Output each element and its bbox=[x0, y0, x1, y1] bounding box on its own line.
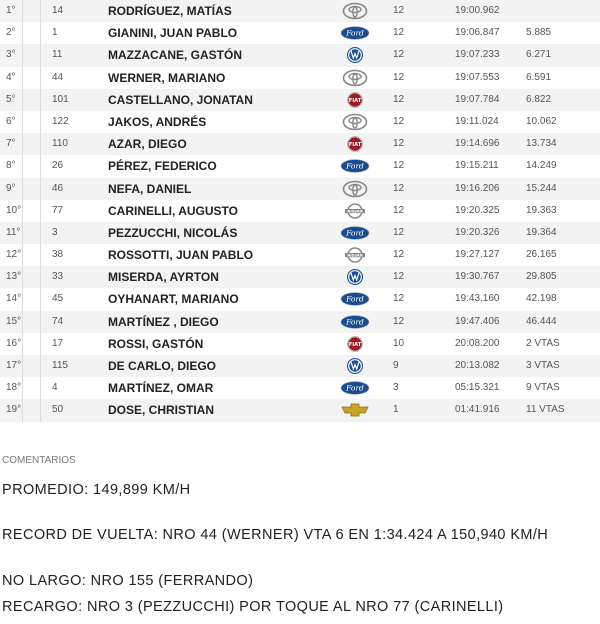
toyota-logo-icon bbox=[340, 0, 370, 22]
gap-cell: 9 VTAS bbox=[526, 382, 560, 394]
car-number-cell: 74 bbox=[52, 315, 64, 327]
laps-cell: 10 bbox=[393, 337, 405, 349]
car-number-cell: 110 bbox=[52, 138, 68, 150]
ford-logo-icon bbox=[340, 22, 370, 44]
position-cell: 6° bbox=[6, 115, 16, 127]
table-row bbox=[0, 244, 600, 266]
driver-name-cell: MISERDA, AYRTON bbox=[108, 270, 219, 285]
car-number-cell: 77 bbox=[52, 204, 64, 216]
laps-cell: 12 bbox=[393, 182, 405, 194]
time-cell: 19:07.553 bbox=[455, 71, 500, 83]
comment-label: NO LARGO: bbox=[2, 573, 87, 589]
comment-value: 149,899 KM/H bbox=[88, 482, 191, 498]
driver-name-cell: CASTELLANO, JONATAN bbox=[108, 92, 253, 107]
gap-cell: 19.363 bbox=[526, 204, 557, 216]
ford-logo-icon bbox=[340, 222, 370, 244]
volkswagen-logo-icon bbox=[340, 44, 370, 66]
gap-cell: 26.165 bbox=[526, 249, 557, 261]
driver-name-cell: NEFA, DANIEL bbox=[108, 181, 192, 196]
position-cell: 14° bbox=[6, 293, 22, 305]
svg-text:NISSAN: NISSAN bbox=[347, 253, 363, 258]
column-divider bbox=[22, 0, 23, 22]
table-row bbox=[0, 111, 600, 133]
time-cell: 19:20.326 bbox=[455, 226, 500, 238]
time-cell: 19:07.784 bbox=[455, 93, 500, 105]
laps-cell: 3 bbox=[393, 382, 399, 394]
column-divider bbox=[22, 288, 23, 310]
position-cell: 17° bbox=[6, 360, 22, 371]
column-divider bbox=[40, 288, 41, 310]
car-number-cell: 17 bbox=[52, 337, 64, 349]
laps-cell: 12 bbox=[393, 138, 405, 150]
position-cell: 13° bbox=[6, 271, 22, 283]
laps-cell: 12 bbox=[393, 315, 405, 327]
svg-text:Ford: Ford bbox=[346, 161, 364, 171]
laps-cell: 1 bbox=[393, 404, 399, 416]
nissan-logo-icon bbox=[340, 200, 370, 222]
nissan-logo-icon bbox=[340, 244, 370, 266]
driver-name-cell: DE CARLO, DIEGO bbox=[108, 359, 217, 373]
svg-text:Ford: Ford bbox=[346, 295, 364, 305]
time-cell: 19:15.211 bbox=[455, 160, 499, 172]
driver-name-cell: DOSE, CHRISTIAN bbox=[108, 403, 215, 418]
column-divider bbox=[22, 111, 23, 133]
comment-value: NRO 155 (FERRANDO) bbox=[86, 573, 254, 589]
time-cell: 01:41.916 bbox=[455, 404, 500, 416]
time-cell: 19:16.206 bbox=[455, 182, 500, 194]
table-row bbox=[0, 155, 600, 177]
column-divider bbox=[40, 111, 41, 133]
position-cell: 18° bbox=[6, 382, 22, 394]
laps-cell: 12 bbox=[393, 115, 405, 127]
time-cell: 19:07.233 bbox=[455, 49, 500, 61]
gap-cell: 46.444 bbox=[526, 315, 557, 327]
comment-label: RECORD DE VUELTA: bbox=[2, 527, 159, 543]
position-cell: 12° bbox=[6, 249, 22, 261]
column-divider bbox=[22, 200, 23, 222]
comment-average bbox=[2, 480, 592, 500]
gap-cell: 11 VTAS bbox=[526, 404, 565, 416]
svg-text:FIAT: FIAT bbox=[348, 97, 362, 104]
car-number-cell: 38 bbox=[52, 249, 64, 261]
laps-cell: 12 bbox=[393, 160, 405, 172]
table-row bbox=[0, 0, 600, 22]
column-divider bbox=[40, 44, 41, 66]
column-divider bbox=[22, 67, 23, 89]
column-divider bbox=[22, 133, 23, 155]
table-row bbox=[0, 377, 600, 399]
laps-cell: 12 bbox=[393, 93, 405, 105]
column-divider bbox=[22, 355, 23, 377]
column-divider bbox=[22, 44, 23, 66]
gap-cell: 10.062 bbox=[526, 115, 557, 127]
svg-text:FIAT: FIAT bbox=[348, 142, 362, 149]
table-row bbox=[0, 333, 600, 355]
table-row bbox=[0, 178, 600, 200]
laps-cell: 12 bbox=[393, 27, 405, 39]
driver-name-cell: CARINELLI, AUGUSTO bbox=[108, 203, 239, 218]
column-divider bbox=[40, 333, 41, 355]
column-divider bbox=[22, 178, 23, 200]
driver-name-cell: PÉREZ, FEDERICO bbox=[108, 159, 217, 174]
column-divider bbox=[40, 178, 41, 200]
car-number-cell: 33 bbox=[52, 271, 64, 283]
svg-text:NISSAN: NISSAN bbox=[347, 209, 363, 214]
gap-cell: 19.364 bbox=[526, 226, 557, 238]
toyota-logo-icon bbox=[340, 67, 370, 89]
laps-cell: 12 bbox=[393, 204, 405, 216]
gap-cell: 6.822 bbox=[526, 93, 552, 105]
column-divider bbox=[40, 244, 41, 266]
time-cell: 19:06.847 bbox=[455, 27, 500, 39]
ford-logo-icon bbox=[340, 377, 370, 399]
driver-name-cell: MARTÍNEZ, OMAR bbox=[108, 381, 214, 396]
comment-label: RECARGO: bbox=[2, 599, 83, 615]
time-cell: 19:11.024 bbox=[455, 115, 499, 127]
car-number-cell: 26 bbox=[52, 160, 64, 172]
ford-logo-icon bbox=[340, 288, 370, 310]
driver-name-cell: PEZZUCCHI, NICOLÁS bbox=[108, 225, 238, 240]
ford-logo-icon bbox=[340, 155, 370, 177]
gap-cell: 14.249 bbox=[526, 160, 557, 172]
column-divider bbox=[40, 266, 41, 288]
car-number-cell: 4 bbox=[52, 382, 58, 394]
toyota-logo-icon bbox=[340, 178, 370, 200]
position-cell: 4° bbox=[6, 71, 16, 83]
column-divider bbox=[22, 155, 23, 177]
position-cell: 15° bbox=[6, 315, 22, 327]
time-cell: 19:27.127 bbox=[455, 249, 500, 261]
time-cell: 20:08.200 bbox=[455, 337, 500, 349]
column-divider bbox=[40, 89, 41, 111]
driver-name-cell: ROSSOTTI, JUAN PABLO bbox=[108, 248, 254, 263]
column-divider bbox=[40, 355, 41, 377]
comment-lap-record bbox=[2, 525, 592, 545]
driver-name-cell: AZAR, DIEGO bbox=[108, 137, 187, 152]
column-divider bbox=[40, 377, 41, 399]
column-divider bbox=[22, 89, 23, 111]
table-row bbox=[0, 355, 600, 377]
position-cell: 5° bbox=[6, 93, 16, 105]
driver-name-cell: GIANINI, JUAN PABLO bbox=[108, 26, 238, 41]
position-cell: 1° bbox=[6, 5, 16, 16]
comment-value: NRO 3 (PEZZUCCHI) POR TOQUE AL NRO 77 (CARINELLI) bbox=[82, 599, 504, 615]
table-row bbox=[0, 266, 600, 288]
time-cell: 19:00.962 bbox=[455, 5, 500, 16]
time-cell: 19:30.767 bbox=[455, 271, 500, 283]
laps-cell: 12 bbox=[393, 5, 405, 16]
comment-penalty bbox=[2, 597, 592, 617]
svg-text:Ford: Ford bbox=[346, 228, 364, 238]
comment-no-start bbox=[2, 571, 592, 591]
table-row bbox=[0, 399, 600, 421]
driver-name-cell: JAKOS, ANDRÉS bbox=[108, 114, 207, 129]
car-number-cell: 11 bbox=[52, 49, 63, 61]
column-divider bbox=[22, 266, 23, 288]
gap-cell: 15.244 bbox=[526, 182, 557, 194]
position-cell: 16° bbox=[6, 337, 22, 349]
column-divider bbox=[40, 67, 41, 89]
driver-name-cell: RODRÍGUEZ, MATÍAS bbox=[108, 4, 232, 18]
laps-cell: 12 bbox=[393, 249, 405, 261]
car-number-cell: 14 bbox=[52, 5, 64, 16]
position-cell: 2° bbox=[6, 27, 16, 39]
time-cell: 19:47.406 bbox=[455, 315, 500, 327]
driver-name-cell: ROSSI, GASTÓN bbox=[108, 336, 204, 351]
table-row bbox=[0, 200, 600, 222]
car-number-cell: 3 bbox=[52, 226, 58, 238]
time-cell: 19:43.160 bbox=[455, 293, 500, 305]
column-divider bbox=[40, 311, 41, 333]
chevrolet-logo-icon bbox=[340, 399, 370, 421]
gap-cell: 6.271 bbox=[526, 49, 552, 61]
car-number-cell: 45 bbox=[52, 293, 64, 305]
position-cell: 9° bbox=[6, 182, 16, 194]
comment-value: NRO 44 (WERNER) VTA 6 EN 1:34.424 A 150,940 KM/H bbox=[158, 527, 549, 543]
table-row bbox=[0, 288, 600, 310]
comment-label: PROMEDIO: bbox=[2, 482, 89, 498]
car-number-cell: 44 bbox=[52, 71, 64, 83]
fiat-logo-icon bbox=[340, 89, 370, 111]
time-cell: 20:13.082 bbox=[455, 360, 500, 371]
gap-cell: 42.198 bbox=[526, 293, 557, 305]
volkswagen-logo-icon bbox=[340, 355, 370, 377]
svg-text:Ford: Ford bbox=[346, 28, 364, 38]
table-row bbox=[0, 89, 600, 111]
svg-text:Ford: Ford bbox=[346, 383, 364, 393]
column-divider bbox=[40, 0, 41, 22]
gap-cell: 3 VTAS bbox=[526, 360, 560, 371]
gap-cell: 6.591 bbox=[526, 71, 552, 83]
column-divider bbox=[40, 200, 41, 222]
column-divider bbox=[40, 155, 41, 177]
laps-cell: 12 bbox=[393, 71, 405, 83]
laps-cell: 12 bbox=[393, 226, 405, 238]
gap-cell: 2 VTAS bbox=[526, 337, 560, 349]
car-number-cell: 122 bbox=[52, 115, 69, 127]
laps-cell: 12 bbox=[393, 49, 405, 61]
column-divider bbox=[40, 222, 41, 244]
toyota-logo-icon bbox=[340, 111, 370, 133]
position-cell: 11° bbox=[6, 226, 21, 238]
column-divider bbox=[40, 399, 41, 421]
table-row bbox=[0, 133, 600, 155]
column-divider bbox=[22, 311, 23, 333]
position-cell: 8° bbox=[6, 160, 16, 172]
car-number-cell: 101 bbox=[52, 93, 69, 105]
column-divider bbox=[22, 244, 23, 266]
laps-cell: 9 bbox=[393, 360, 399, 371]
driver-name-cell: WERNER, MARIANO bbox=[108, 70, 226, 85]
car-number-cell: 46 bbox=[52, 182, 64, 194]
position-cell: 3° bbox=[6, 49, 16, 61]
car-number-cell: 50 bbox=[52, 404, 64, 416]
fiat-logo-icon bbox=[340, 133, 370, 155]
ford-logo-icon bbox=[340, 311, 370, 333]
position-cell: 10° bbox=[6, 204, 22, 216]
table-row bbox=[0, 67, 600, 89]
car-number-cell: 1 bbox=[52, 27, 58, 39]
laps-cell: 12 bbox=[393, 271, 405, 283]
svg-text:Ford: Ford bbox=[346, 317, 364, 327]
table-row bbox=[0, 22, 600, 44]
table-row bbox=[0, 222, 600, 244]
car-number-cell: 115 bbox=[52, 360, 68, 371]
volkswagen-logo-icon bbox=[340, 266, 370, 288]
column-divider bbox=[22, 222, 23, 244]
table-row bbox=[0, 44, 600, 66]
table-row bbox=[0, 311, 600, 333]
column-divider bbox=[40, 133, 41, 155]
driver-name-cell: MAZZACANE, GASTÓN bbox=[108, 48, 242, 63]
column-divider bbox=[22, 333, 23, 355]
driver-name-cell: MARTÍNEZ , DIEGO bbox=[108, 314, 219, 329]
position-cell: 19° bbox=[6, 404, 22, 416]
time-cell: 05:15.321 bbox=[455, 382, 500, 394]
gap-cell: 5.885 bbox=[526, 27, 552, 39]
gap-cell: 29.805 bbox=[526, 271, 557, 283]
time-cell: 19:20.325 bbox=[455, 204, 500, 216]
column-divider bbox=[22, 22, 23, 44]
column-divider bbox=[22, 399, 23, 421]
svg-text:FIAT: FIAT bbox=[348, 341, 362, 348]
laps-cell: 12 bbox=[393, 293, 405, 305]
time-cell: 19:14.696 bbox=[455, 138, 500, 150]
gap-cell: 13.734 bbox=[526, 138, 557, 150]
position-cell: 7° bbox=[6, 138, 16, 150]
comments-title: COMENTARIOS bbox=[2, 455, 76, 466]
driver-name-cell: OYHANART, MARIANO bbox=[108, 292, 239, 307]
fiat-logo-icon bbox=[340, 333, 370, 355]
column-divider bbox=[22, 377, 23, 399]
column-divider bbox=[40, 22, 41, 44]
